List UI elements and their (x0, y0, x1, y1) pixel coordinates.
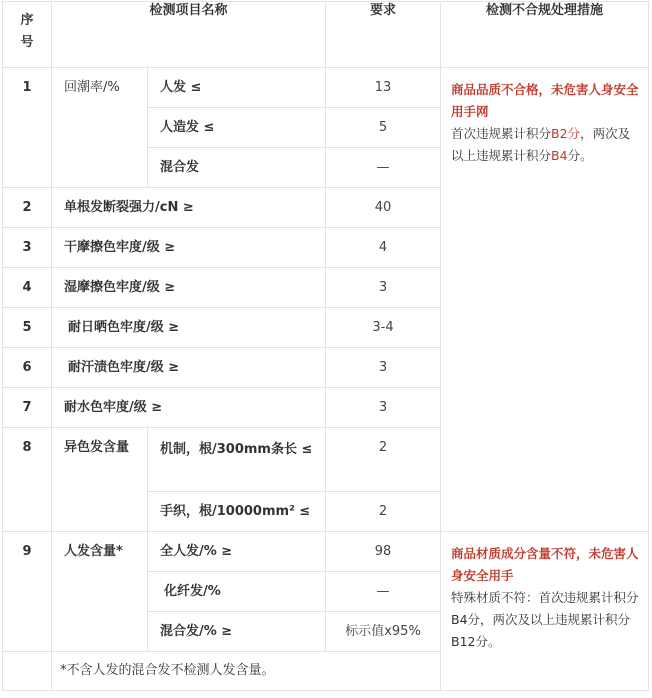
spec-table (2, 1, 649, 691)
row-number: 4 (3, 268, 52, 308)
action-text: ，两次及以上违规累计积分 (451, 126, 631, 163)
item-name: 回潮率/% (52, 68, 148, 188)
action-text: 分。 (567, 148, 593, 163)
item-name: 耐日晒色牢度/级 ≥ (52, 308, 326, 348)
item-name: 耐汗渍色牢度/级 ≥ (52, 348, 326, 388)
item-name: 耐水色牢度/级 ≥ (52, 388, 326, 428)
requirement-value: 98 (326, 532, 441, 572)
footnote-spacer (3, 652, 52, 691)
sub-item: 机制，根/300mm条长 ≤ (148, 428, 326, 492)
action-headline: 商品材质成分含量不符，未危害人身安全用手 (451, 546, 639, 583)
row-number: 7 (3, 388, 52, 428)
requirement-value: 13 (326, 68, 441, 108)
row-number: 3 (3, 228, 52, 268)
header-row (3, 2, 649, 68)
footnote: *不含人发的混合发不检测人发含量。 (52, 652, 441, 691)
row-number: 1 (3, 68, 52, 188)
sub-item: 混合发/% ≥ (148, 612, 326, 652)
requirement-value: 3 (326, 268, 441, 308)
requirement-value: 4 (326, 228, 441, 268)
table-row (3, 532, 649, 572)
requirement-value: 5 (326, 108, 441, 148)
requirement-value: 2 (326, 428, 441, 492)
requirement-value: 2 (326, 492, 441, 532)
sub-item: 化纤发/% (148, 572, 326, 612)
requirement-value: 标示值x95% (326, 612, 441, 652)
row-number: 6 (3, 348, 52, 388)
action-text: 首次违规累计积分 (451, 126, 552, 141)
sub-item: 人发 ≤ (148, 68, 326, 108)
sub-item: 混合发 (148, 148, 326, 188)
requirement-value: 3 (326, 388, 441, 428)
row-number: 2 (3, 188, 52, 228)
item-name: 干摩擦色牢度/级 ≥ (52, 228, 326, 268)
action-text: 特殊材质不符：首次违规累计积分B4分，两次及以上违规累计积分B12分。 (451, 590, 639, 649)
requirement-value: 3-4 (326, 308, 441, 348)
sub-item: 全人发/% ≥ (148, 532, 326, 572)
header-requirement: 要求 (326, 2, 441, 68)
requirement-value: 3 (326, 348, 441, 388)
table-row (3, 68, 649, 108)
row-number: 8 (3, 428, 52, 532)
item-name: 人发含量* (52, 532, 148, 652)
header-item: 检测项目名称 (52, 2, 326, 68)
sub-item: 手织，根/10000mm² ≤ (148, 492, 326, 532)
action-cell-quality (441, 68, 649, 532)
requirement-value: 40 (326, 188, 441, 228)
header-no: 序 号 (3, 2, 52, 68)
sub-item: 人造发 ≤ (148, 108, 326, 148)
action-headline: 商品品质不合格，未危害人身安全用手网 (451, 82, 639, 119)
row-number: 9 (3, 532, 52, 652)
row-number: 5 (3, 308, 52, 348)
action-points: B2分 (551, 126, 581, 141)
item-name: 异色发含量 (52, 428, 148, 532)
item-name: 湿摩擦色牢度/级 ≥ (52, 268, 326, 308)
item-name: 单根发断裂强力/cN ≥ (52, 188, 326, 228)
header-action: 检测不合规处理措施 (441, 2, 649, 68)
action-points: B4 (551, 148, 568, 163)
requirement-value: — (326, 148, 441, 188)
action-cell-material (441, 532, 649, 691)
requirement-value: — (326, 572, 441, 612)
